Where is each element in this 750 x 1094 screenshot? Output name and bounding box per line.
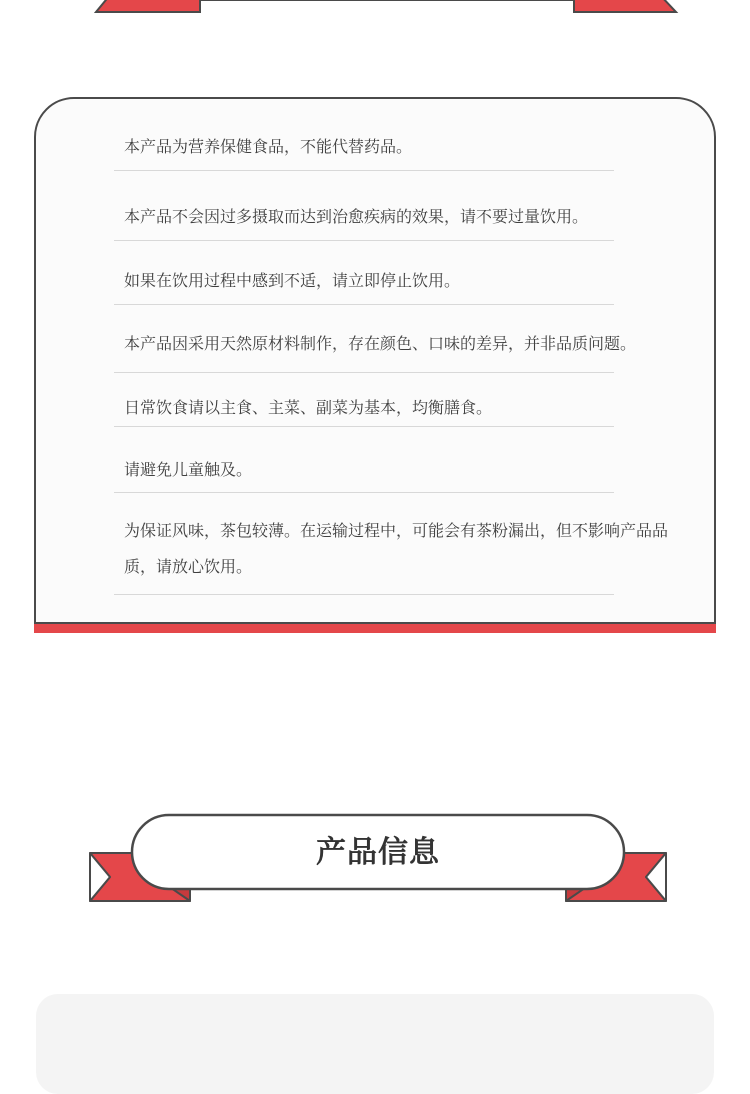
- notice-item-6: 请避免儿童触及。: [124, 460, 253, 479]
- divider: [114, 304, 614, 305]
- divider: [114, 594, 614, 595]
- divider: [114, 240, 614, 241]
- divider: [114, 372, 614, 373]
- notice-item-5: 日常饮食请以主食、主菜、副菜为基本，均衡膳食。: [124, 398, 493, 417]
- notice-item-2: 本产品不会因过多摄取而达到治愈疾病的效果，请不要过量饮用。: [124, 207, 589, 226]
- notice-item-1: 本产品为营养保健食品，不能代替药品。: [124, 137, 413, 156]
- notice-item-4: 本产品因采用天然原材料制作，存在颜色、口味的差异，并非品质问题。: [124, 334, 637, 353]
- product-info-card: [36, 994, 714, 1094]
- top-ribbon-decoration: [0, 0, 750, 20]
- divider: [114, 426, 614, 427]
- divider: [114, 492, 614, 493]
- notice-card-accent-bar: [34, 624, 716, 633]
- section-title: 产品信息: [316, 835, 440, 870]
- notice-item-7: 为保证风味，茶包较薄。在运输过程中，可能会有茶粉漏出，但不影响产品品质，请放心饮用。: [124, 521, 669, 576]
- notice-item-3: 如果在饮用过程中感到不适，请立即停止饮用。: [124, 271, 461, 290]
- divider: [114, 170, 614, 171]
- notice-card: [34, 97, 716, 624]
